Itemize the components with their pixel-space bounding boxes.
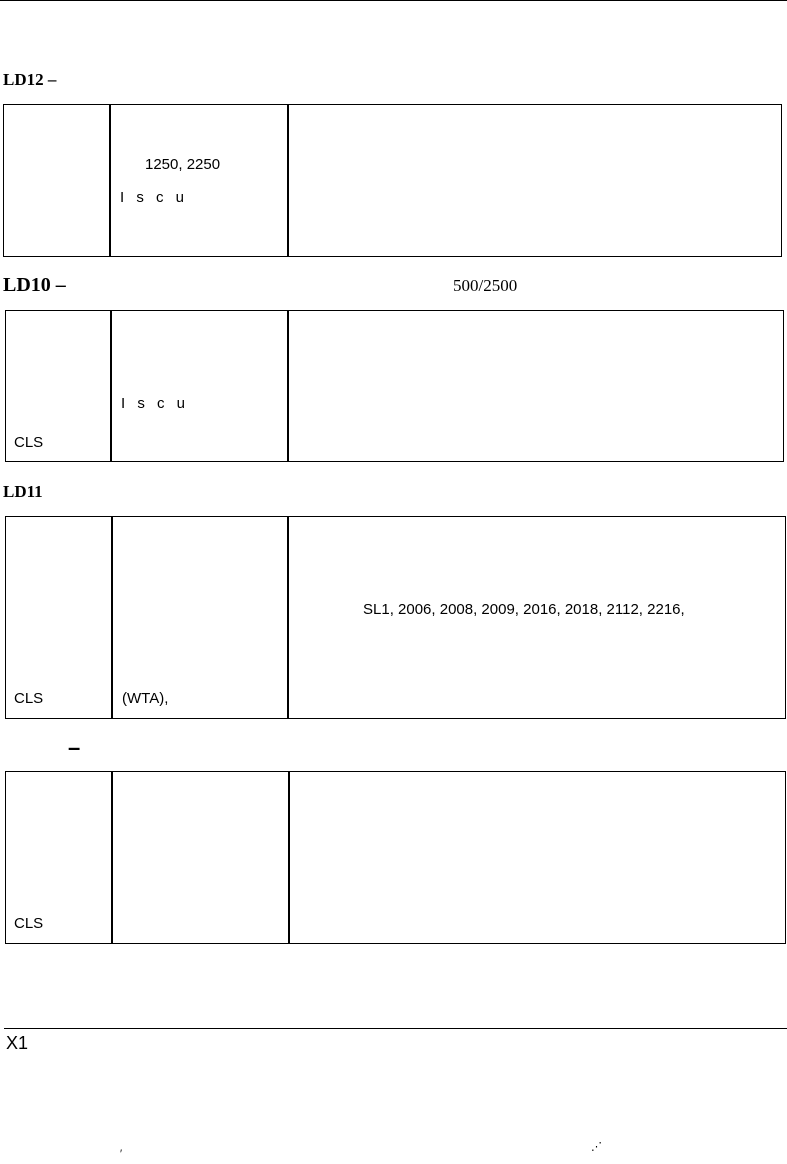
section2-heading: LD10 – xyxy=(3,274,66,296)
section2-cls-label: CLS xyxy=(14,434,44,451)
section3-table xyxy=(5,516,786,719)
footer-mark-right: ⋰ xyxy=(591,1141,602,1153)
top-rule xyxy=(0,0,787,1)
section3-set-list: SL1, 2006, 2008, 2009, 2016, 2018, 2112, 2216, xyxy=(363,601,685,618)
footer-rule xyxy=(4,1028,787,1029)
section3-divider-1 xyxy=(111,517,113,718)
section2-heading-right: 500/2500 xyxy=(453,276,518,295)
footer-mark-left: ′ xyxy=(120,1148,123,1160)
section1-iscu-label: I s c u xyxy=(120,189,189,206)
footer-label: X1 xyxy=(6,1033,29,1053)
section3-cls-label: CLS xyxy=(14,690,44,707)
section1-divider-2 xyxy=(287,105,289,256)
section1-heading: LD12 – xyxy=(3,70,57,89)
section3-heading: LD11 xyxy=(3,482,43,501)
section3-divider-2 xyxy=(287,517,289,718)
section4-divider-2 xyxy=(288,772,290,943)
section3-wta-label: (WTA), xyxy=(122,690,169,707)
section4-divider-1 xyxy=(111,772,113,943)
section2-divider-1 xyxy=(110,311,112,461)
section2-table xyxy=(5,310,784,462)
section4-heading-dash: – xyxy=(68,735,81,760)
section1-model-list: 1250, 2250 xyxy=(145,156,221,173)
section1-divider-1 xyxy=(109,105,111,256)
section4-cls-label: CLS xyxy=(14,915,44,932)
section2-iscu-label: I s c u xyxy=(121,395,190,412)
section4-table xyxy=(5,771,786,944)
section1-table xyxy=(3,104,782,257)
section2-divider-2 xyxy=(287,311,289,461)
